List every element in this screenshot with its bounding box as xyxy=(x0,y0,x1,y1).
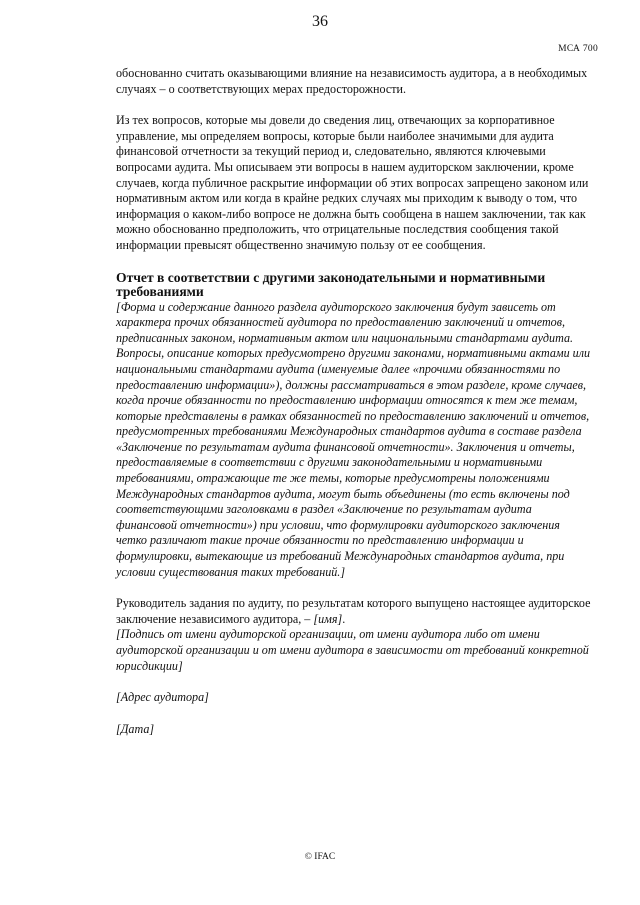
page-number: 36 xyxy=(312,13,328,30)
continuation-paragraph: обоснованно считать оказывающими влияние на независимость аудитора, а в необходимых случаях – о соответствующих мерах предосторожности. xyxy=(116,66,588,96)
signature-instruction: [Подпись от имени аудиторской организации, от имени аудитора либо от имени аудиторской организации и от имени аудитора в зависимости от требований конкретной юрисдикции] xyxy=(116,627,589,673)
document-body xyxy=(116,66,592,737)
standard-code: МСА 700 xyxy=(558,44,598,54)
report-date: [Дата] xyxy=(116,721,155,736)
key-audit-matters-paragraph: Из тех вопросов, которые мы довели до сведения лиц, отвечающих за корпоративное управление, мы определяем вопросы, которые были наиболее значимыми для аудита финансовой отчетности за текущий период и, следовательно, являются ключевыми вопросами аудита. Мы описываем эти вопросы в нашем аудиторском заключении, кроме случаев, когда публичное раскрытие информации об этих вопросах запрещено законом или нормативным актом или когда в крайне редких случаях мы приходим к выводу о том, что информация о каком-либо вопросе не должна быть сообщена в нашем заключении, так как можно обоснованно предположить, что отрицательные последствия сообщения такой информации превысят общественно значимую пользу от ее сообщения. xyxy=(116,113,589,252)
partner-name-placeholder: [имя] xyxy=(313,611,343,626)
copyright-footer: © IFAC xyxy=(304,852,336,862)
section-instruction: [Форма и содержание данного раздела аудиторского заключения будут зависеть от характера прочих обязанностей аудитора по предоставлению заключений и отчетов, предписанных законом, нормативным актом или национальными стандартами аудита. Вопросы, описание которых предусмотрено другими законами, нормативными актами или национальными стандартами аудита (именуемые далее «прочими обязанностями по предоставлению информации»), должны рассматриваться в этом разделе, кроме случаев, когда прочие обязанности по предоставлению информации относятся к тем же темам, которые представлены в рамках обязанностей по предоставлению заключений и отчетов, предусмотренных требованиями Международных стандартов аудита в составе раздела «Заключение по результатам аудита финансовой отчетности». Заключения и отчеты, предоставляемые в соответствии с другими законодательными и нормативными требованиями, отражающие те же темы, которые предусмотрены положениями Международных стандартов аудита, могут быть объединены (то есть включены под соответствующими заголовками в раздел «Заключение по результатам аудита финансовой отчетности») при условии, что формулировки аудиторского заключения четко различают такие прочие обязанности по представлению информации и формулировки, вытекающие из требований Международных стандартов аудита, при условии существования таких требований.] xyxy=(116,299,591,579)
engagement-partner-text xyxy=(116,596,592,627)
engagement-partner-end: . xyxy=(342,611,346,626)
auditor-address: [Адрес аудитора] xyxy=(116,690,209,705)
section-heading: Отчет в соответствии с другими законодательными и нормативными требованиями xyxy=(116,269,546,300)
engagement-partner-lead: Руководитель задания по аудиту, по результатам которого выпущено настоящее аудиторское заключение независимого аудитора, – xyxy=(116,596,591,626)
